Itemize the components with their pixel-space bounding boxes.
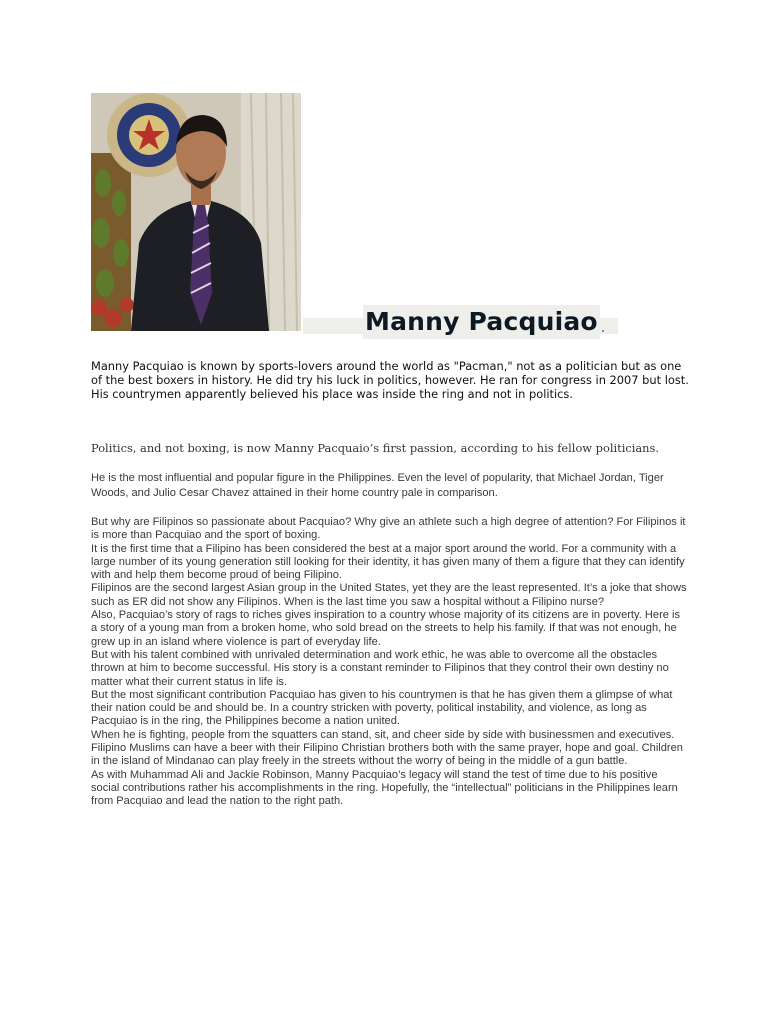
body-paragraph: When he is fighting, people from the squatters can stand, sit, and cheer side by side with businessmen and executives. xyxy=(91,728,675,741)
body-paragraph: But with his talent combined with unrivaled determination and work ethic, he was able to overcome all the obstacles thrown at him to become successful. His story is a constant reminder to Filipinos that they control their own destiny no matter what their current status in life is. xyxy=(91,648,669,688)
body-paragraph: It is the first time that a Filipino has been considered the best at a major sport around the world. For a community with a large number of its young generation still looking for their identity, it has given many of them a figure that they can identify with and help them become proud of being Filipino. xyxy=(91,542,685,582)
body-paragraph: As with Muhammad Ali and Jackie Robinson, Manny Pacquiao’s legacy will stand the test of time due to his positive social contributions rather his accomplishments in the ring. Hopefully, the “intellectual” politicians in the Philippines learn from Pacquiao and lead the nation to the right path. xyxy=(91,768,678,808)
title-punctuation: . xyxy=(600,320,606,336)
body-paragraph: Filipinos are the second largest Asian group in the United States, yet they are the least represented. It’s a joke that shows such as ER did not show any Filipinos. When is the last time you saw a hospital without a Filipino nurse? xyxy=(91,582,687,608)
body-paragraph: Filipino Muslims can have a beer with their Filipino Christian brothers both with the same prayer, hope and goal. Children in the island of Mindanao can play freely in the streets without the worry of being in the middle of a gun battle. xyxy=(91,742,683,768)
portrait-illustration xyxy=(91,93,301,331)
body-paragraph: Also, Pacquiao’s story of rags to riches gives inspiration to a country whose majority of its citizens are in poverty. Here is a story of a young man from a broken home, who sold bread on the streets to help his family. If that was not enough, he grew up in an island where violence is part of everyday life. xyxy=(91,609,681,648)
page-title: Manny Pacquiao xyxy=(363,305,600,339)
portrait-photo xyxy=(91,93,301,331)
lead-paragraph: He is the most influential and popular figure in the Philippines. Even the level of popularity, that Michael Jordan, Tiger Woods, and Julio Cesar Chavez attained in their home country pale in comparison. xyxy=(91,472,664,500)
title-block xyxy=(363,303,605,339)
body-paragraph: But the most significant contribution Pacquiao has given to his countrymen is that he has given them a glimpse of what their nation could be and should be. In a country stricken with poverty, political instability, and violence, as long as Pacquiao is in the ring, the Philippines become a nation united. xyxy=(91,688,673,728)
intro-paragraph: Manny Pacquiao is known by sports-lovers around the world as "Pacman," not as a politician but as one of the best boxers in history. He did try his luck in politics, however. He ran for congress in 2007 but lost. His countrymen apparently believed his place was inside the ring and not in politics. xyxy=(91,359,689,402)
body-paragraph: But why are Filipinos so passionate about Pacquiao? Why give an athlete such a high degree of attention? For Filipinos it is more than Pacquiao and the sport of boxing. xyxy=(91,516,686,542)
article-body xyxy=(91,516,687,809)
subheading: Politics, and not boxing, is now Manny Pacquaio’s first passion, according to his fellow politicians. xyxy=(91,441,659,455)
